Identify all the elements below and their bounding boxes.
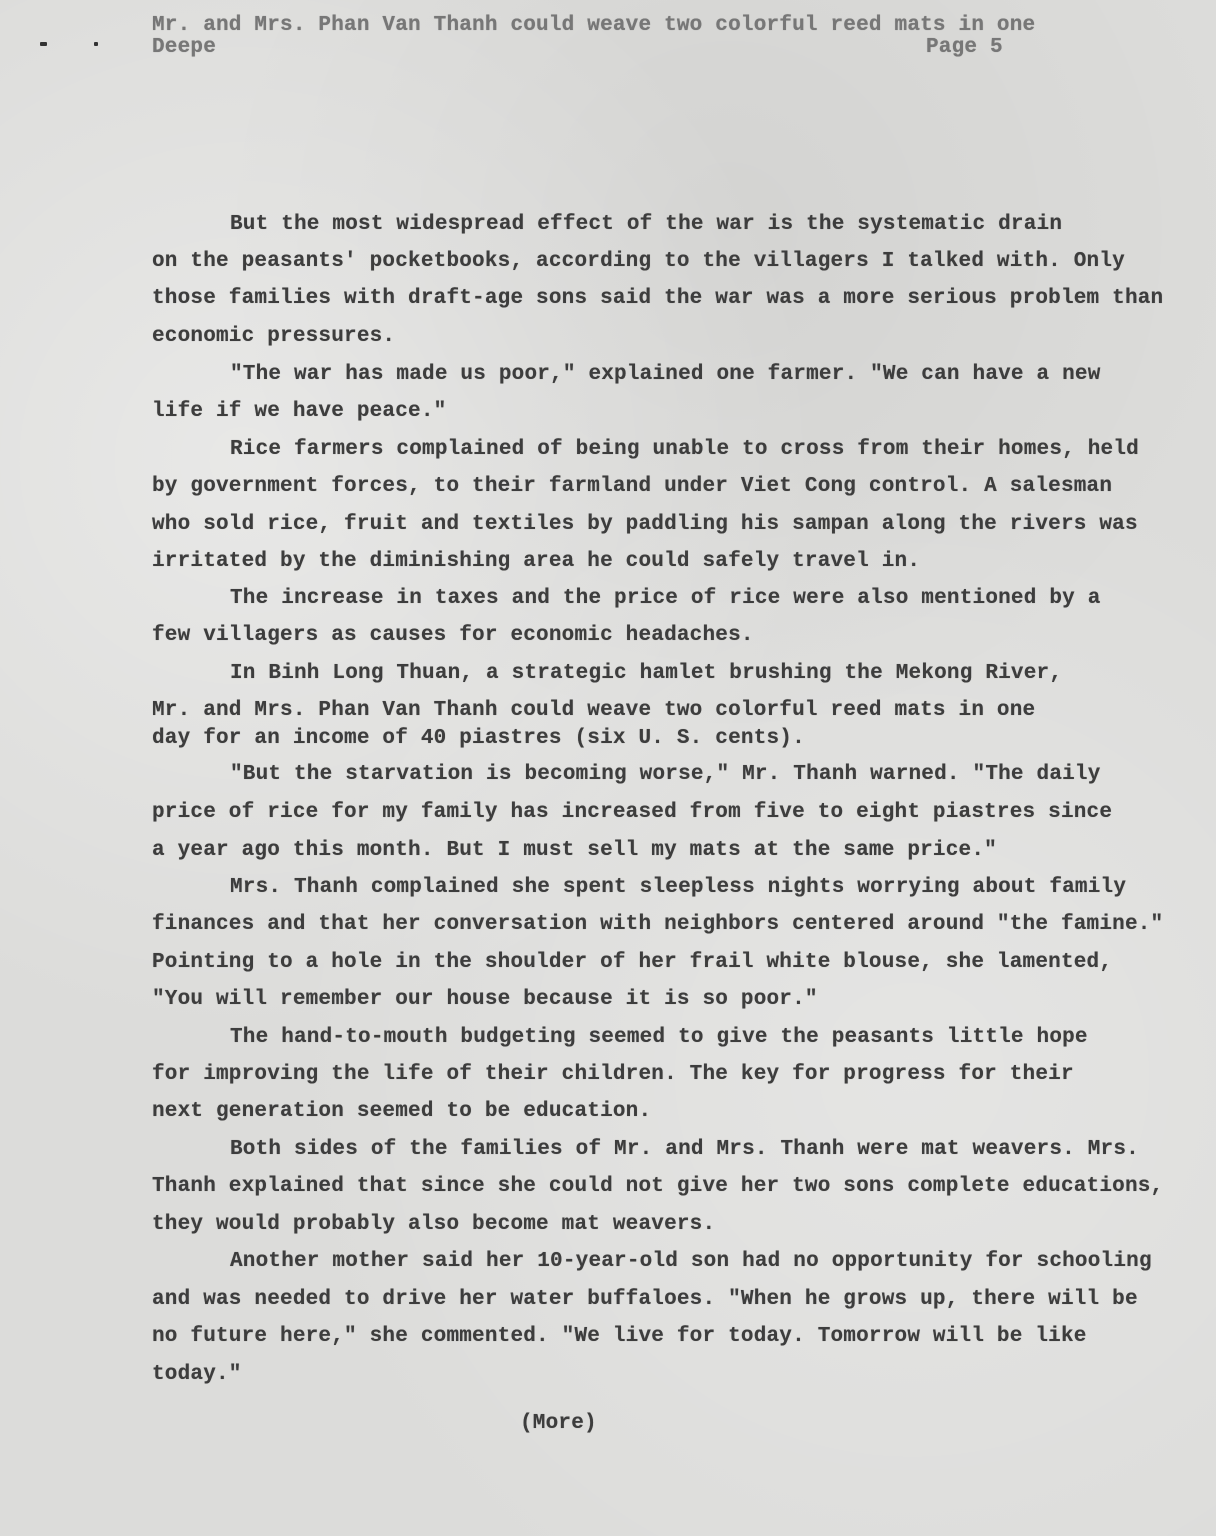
text-line: day for an income of 40 piastres (six U. S. cents).	[152, 727, 805, 750]
text-line: Thanh explained that since she could not give her two sons complete educations,	[152, 1175, 1164, 1198]
text-line: a year ago this month. But I must sell my mats at the same price."	[152, 839, 997, 862]
text-line: But the most widespread effect of the war is the systematic drain	[230, 213, 1063, 236]
text-line: "You will remember our house because it is so poor."	[152, 988, 818, 1011]
text-line: Pointing to a hole in the shoulder of her frail white blouse, she lamented,	[152, 951, 1113, 974]
text-line: Another mother said her 10-year-old son had no opportunity for schooling	[230, 1250, 1152, 1273]
text-line: economic pressures.	[152, 325, 396, 348]
text-line: on the peasants' pocketbooks, according to the villagers I talked with. Only	[152, 250, 1125, 273]
more-marker: (More)	[520, 1412, 597, 1435]
text-line: finances and that her conversation with neighbors centered around "the famine."	[152, 913, 1164, 936]
text-line: they would probably also become mat weavers.	[152, 1213, 716, 1236]
text-line: and was needed to drive her water buffaloes. "When he grows up, there will be	[152, 1288, 1138, 1311]
text-line: The increase in taxes and the price of rice were also mentioned by a	[230, 587, 1101, 610]
text-line: irritated by the diminishing area he could safely travel in.	[152, 550, 921, 573]
text-line: who sold rice, fruit and textiles by paddling his sampan along the rivers was	[152, 513, 1138, 536]
text-line: Both sides of the families of Mr. and Mrs. Thanh were mat weavers. Mrs.	[230, 1138, 1139, 1161]
text-line: Mrs. Thanh complained she spent sleepless nights worrying about family	[230, 876, 1127, 899]
text-line: Mr. and Mrs. Phan Van Thanh could weave two colorful reed mats in one	[152, 699, 1036, 722]
text-line: "The war has made us poor," explained one farmer. "We can have a new	[230, 363, 1101, 386]
slug-line: Mr. and Mrs. Phan Van Thanh could weave two colorful reed mats in one	[152, 14, 1036, 37]
text-line: price of rice for my family has increased from five to eight piastres since	[152, 801, 1113, 824]
text-line: life if we have peace."	[152, 400, 447, 423]
text-line: for improving the life of their children. The key for progress for their	[152, 1063, 1074, 1086]
text-line: "But the starvation is becoming worse," Mr. Thanh warned. "The daily	[230, 763, 1101, 786]
margin-mark	[94, 42, 98, 46]
page-number: Page 5	[926, 36, 1003, 59]
text-line: The hand-to-mouth budgeting seemed to give the peasants little hope	[230, 1026, 1088, 1049]
author-slug: Deepe	[152, 36, 217, 59]
margin-mark	[40, 42, 47, 46]
text-line: by government forces, to their farmland under Viet Cong control. A salesman	[152, 475, 1113, 498]
text-line: next generation seemed to be education.	[152, 1100, 652, 1123]
text-line: today."	[152, 1363, 242, 1386]
text-line: In Binh Long Thuan, a strategic hamlet brushing the Mekong River,	[230, 662, 1063, 685]
text-line: no future here," she commented. "We live for today. Tomorrow will be like	[152, 1325, 1087, 1348]
text-line: Rice farmers complained of being unable to cross from their homes, held	[230, 438, 1139, 461]
text-line: those families with draft-age sons said the war was a more serious problem than	[152, 287, 1164, 310]
text-line: few villagers as causes for economic headaches.	[152, 624, 754, 647]
